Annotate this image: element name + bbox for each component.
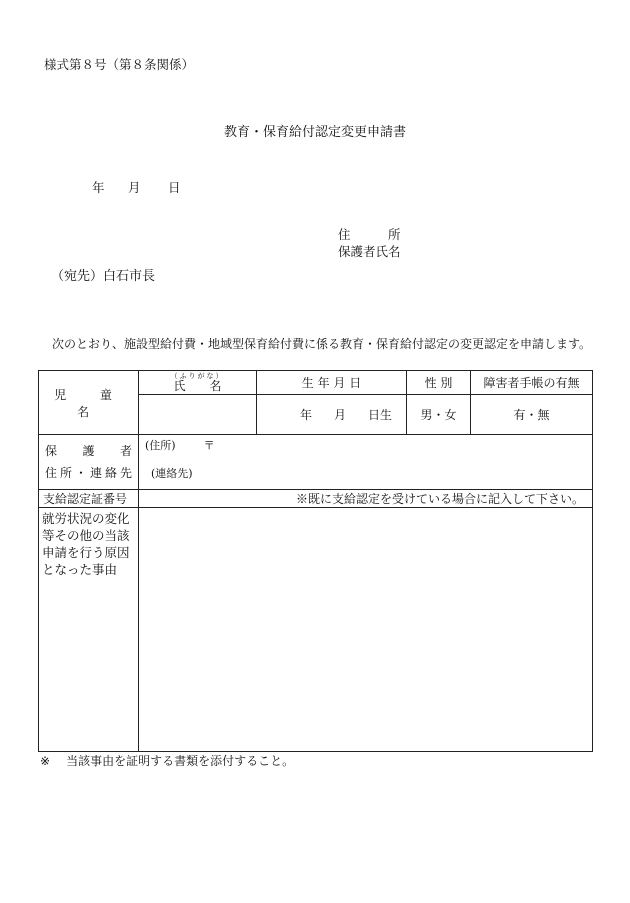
reason-field[interactable] bbox=[139, 508, 593, 752]
contact-label: (連絡先) bbox=[151, 467, 193, 480]
footnote-mark: ※ bbox=[40, 754, 51, 768]
residence-line bbox=[145, 437, 586, 465]
footnote bbox=[40, 752, 294, 769]
birth-year-label: 年 bbox=[299, 408, 312, 422]
child-label-cell bbox=[39, 371, 146, 435]
postal-mark: 〒 bbox=[203, 439, 215, 452]
addressee: （宛先）白石市長 bbox=[51, 269, 156, 284]
disability-header: 障害者手帳の有無 bbox=[471, 371, 593, 395]
document-title: 教育・保育給付認定変更申請書 bbox=[223, 125, 406, 140]
guardian-row bbox=[39, 435, 593, 490]
disability-options[interactable]: 有・無 bbox=[471, 395, 593, 435]
applicant-guardian-name-label: 保護者氏名 bbox=[338, 244, 401, 259]
application-form-table bbox=[38, 370, 593, 752]
birth-header: 生 年 月 日 bbox=[257, 371, 407, 395]
gender-options[interactable]: 男・女 bbox=[407, 395, 471, 435]
intro-text: 次のとおり、施設型給付費・地域型保育給付費に係る教育・保育給付認定の変更認定を申請します。 bbox=[52, 337, 592, 351]
form-number: 様式第８号（第８条関係） bbox=[44, 57, 195, 72]
child-label: 児 童 名 bbox=[54, 387, 146, 419]
child-name-field[interactable] bbox=[139, 395, 257, 435]
birth-month-label: 月 bbox=[333, 408, 346, 422]
reason-row bbox=[39, 508, 593, 752]
cert-number-field[interactable] bbox=[139, 490, 593, 508]
guardian-contact-label: 住所・連絡先 bbox=[45, 466, 132, 480]
date-day: 日 bbox=[168, 180, 181, 195]
reason-label-cell bbox=[39, 508, 139, 752]
birth-date-field[interactable] bbox=[257, 395, 407, 435]
cert-note: ※既に支給認定を受けている場合に記入して下さい。 bbox=[295, 492, 584, 506]
name-header-cell bbox=[139, 371, 257, 395]
name-header: 氏 名 bbox=[173, 379, 222, 393]
reason-label: 就労状況の変化等その他の当該申請を行う原因となった事由 bbox=[42, 511, 130, 577]
footnote-text: 当該事由を証明する書類を添付すること。 bbox=[66, 754, 295, 768]
applicant-address-label: 住 所 bbox=[338, 227, 401, 242]
gender-header: 性 別 bbox=[407, 371, 471, 395]
certificate-row bbox=[39, 490, 593, 508]
birth-day-label: 日生 bbox=[367, 408, 392, 422]
child-header-row bbox=[39, 371, 593, 395]
date-year: 年 bbox=[92, 180, 105, 195]
guardian-label-cell bbox=[39, 435, 139, 490]
cert-number-label: 支給認定証番号 bbox=[39, 490, 139, 508]
date-month: 月 bbox=[128, 180, 141, 195]
application-date bbox=[92, 178, 181, 196]
furigana-label: （ふりがな） bbox=[170, 372, 225, 380]
guardian-address-field[interactable] bbox=[139, 435, 593, 490]
guardian-label: 保 護 者 bbox=[45, 444, 132, 458]
residence-label: (住所) bbox=[145, 439, 176, 452]
